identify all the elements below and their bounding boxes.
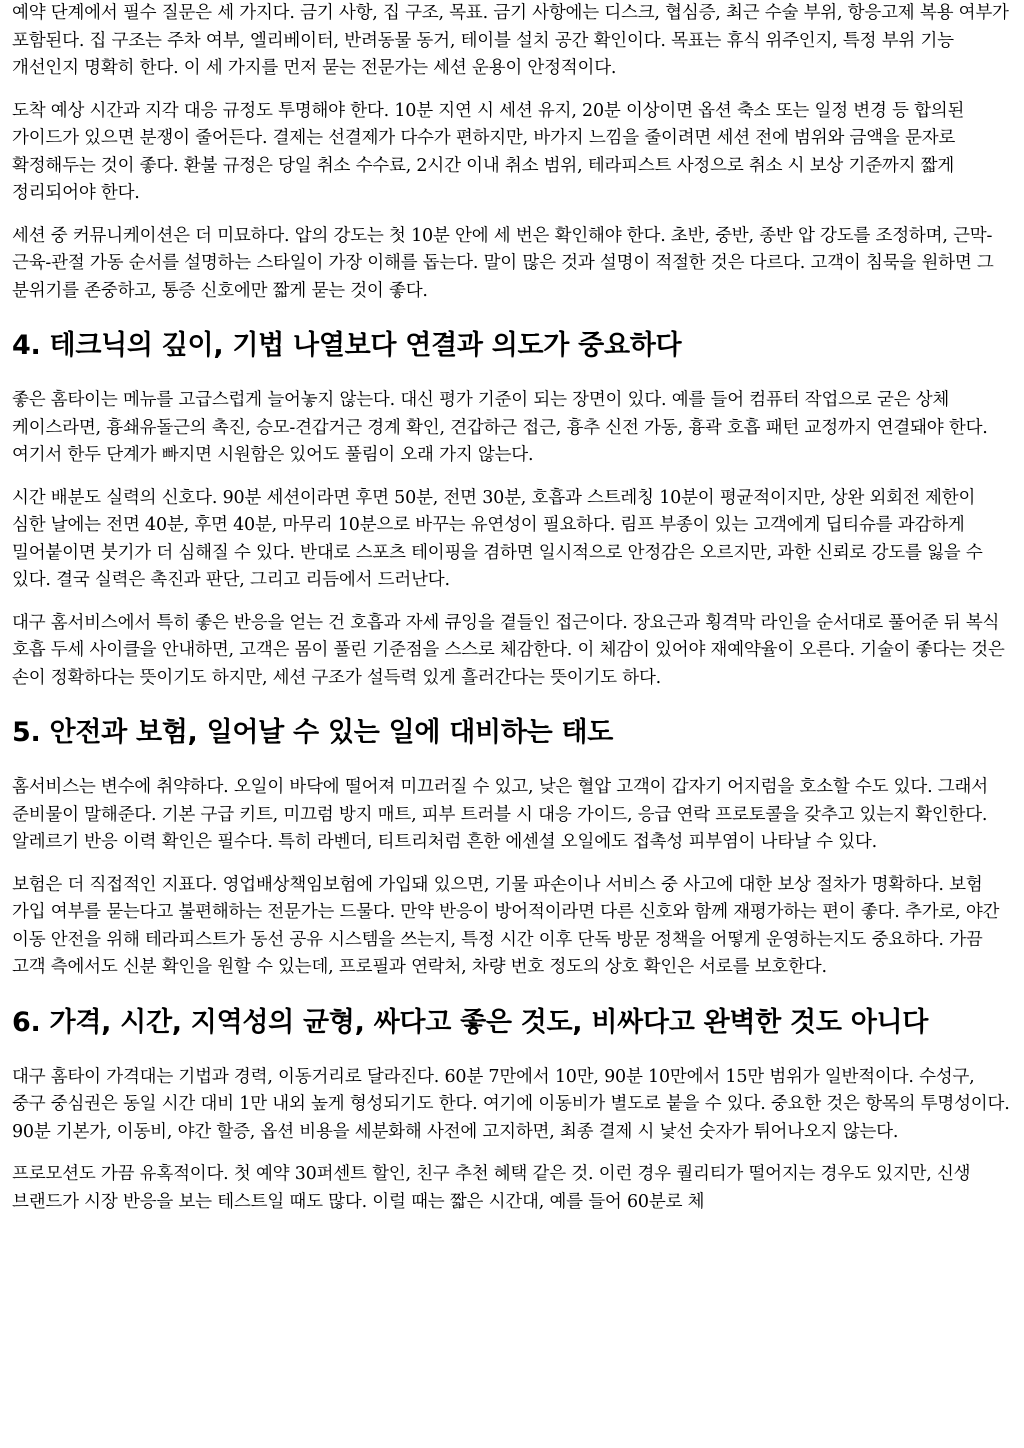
- paragraph: 프로모션도 가끔 유혹적이다. 첫 예약 30퍼센트 할인, 친구 추천 혜택 같은 것. 이런 경우 퀄리티가 떨어지는 경우도 있지만, 신생 브랜드가 시장 반응을 보는 테스트일 때도 많다. 이럴 때는 짧은 시간대, 예를 들어 60분로 체: [12, 1164, 971, 1212]
- section-safety: [12, 714, 1012, 982]
- paragraph: 예약 단계에서 필수 질문은 세 가지다. 금기 사항, 집 구조, 목표. 금기 사항에는 디스크, 협심증, 최근 수술 부위, 항응고제 복용 여부가 포함된다. 집 구조는 주차 여부, 엘리베이터, 반려동물 동거, 테이블 설치 공간 확인이다. 목표는 휴식 위주인지, 특정 부위 기능 개선인지 명확히 한다. 이 세 가지를 먼저 묻는 전문가는 세션 운용이 안정적이다.: [12, 3, 1009, 78]
- paragraph: 도착 예상 시간과 지각 대응 규정도 투명해야 한다. 10분 지연 시 세션 유지, 20분 이상이면 옵션 축소 또는 일정 변경 등 합의된 가이드가 있으면 분쟁이 줄어든다. 결제는 선결제가 다수가 편하지만, 바가지 느낌을 줄이려면 세션 전에 범위와 금액을 문자로 확정해두는 것이 좋다. 환불 규정은 당일 취소 수수료, 2시간 이내 취소 범위, 테라피스트 사정으로 취소 시 보상 기준까지 짧게 정리되어야 한다.: [12, 100, 965, 203]
- section-heading: 5. 안전과 보험, 일어날 수 있는 일에 대비하는 태도: [12, 717, 614, 748]
- section-heading: 4. 테크닉의 깊이, 기법 나열보다 연결과 의도가 중요하다: [12, 330, 682, 361]
- paragraph: 시간 배분도 실력의 신호다. 90분 세션이라면 후면 50분, 전면 30분, 호흡과 스트레칭 10분이 평균적이지만, 상완 외회전 제한이 심한 날에는 전면 40분, 후면 40분, 마무리 10분으로 바꾸는 유연성이 필요하다. 림프 부종이 있는 고객에게 딥티슈를 과감하게 밀어붙이면 붓기가 더 심해질 수 있다. 반대로 스포츠 테이핑을 겸하면 일시적으로 안정감은 오르지만, 과한 신뢰로 강도를 잃을 수 있다. 결국 실력은 촉진과 판단, 그리고 리듬에서 드러난다.: [12, 487, 983, 590]
- paragraph: 보험은 더 직접적인 지표다. 영업배상책임보험에 가입돼 있으면, 기물 파손이나 서비스 중 사고에 대한 보상 절차가 명확하다. 보험 가입 여부를 묻는다고 불편해하는 전문가는 드물다. 만약 반응이 방어적이라면 다른 신호와 함께 재평가하는 편이 좋다. 추가로, 야간 이동 안전을 위해 테라피스트가 동선 공유 시스템을 쓰는지, 특정 시간 이후 단독 방문 정책을 어떻게 운영하는지도 중요하다. 가끔 고객 측에서도 신분 확인을 원할 수 있는데, 프로필과 연락처, 차량 번호 정도의 상호 확인은 서로를 보호한다.: [12, 874, 1000, 977]
- paragraph: 대구 홈타이 가격대는 기법과 경력, 이동거리로 달라진다. 60분 7만에서 10만, 90분 10만에서 15만 범위가 일반적이다. 수성구, 중구 중심권은 동일 시간 대비 1만 내외 높게 형성되기도 한다. 여기에 이동비가 별도로 붙을 수 있다. 중요한 것은 항목의 투명성이다. 90분 기본가, 이동비, 야간 할증, 옵션 비용을 세분화해 사전에 고지하면, 최종 결제 시 낯선 숫자가 튀어나오지 않는다.: [12, 1066, 1010, 1142]
- paragraph: 대구 홈서비스에서 특히 좋은 반응을 얻는 건 호흡과 자세 큐잉을 곁들인 접근이다. 장요근과 횡격막 라인을 순서대로 풀어준 뒤 복식 호흡 두세 사이클을 안내하면, 고객은 몸이 풀린 기준점을 스스로 체감한다. 이 체감이 있어야 재예약율이 오른다. 기술이 좋다는 것은 손이 정확하다는 뜻이기도 하지만, 세션 구조가 설득력 있게 흘러간다는 뜻이기도 하다.: [12, 612, 1005, 688]
- intro-section: [12, 0, 1012, 305]
- paragraph: 세션 중 커뮤니케이션은 더 미묘하다. 압의 강도는 첫 10분 안에 세 번은 확인해야 한다. 초반, 중반, 종반 압 강도를 조정하며, 근막-근육-관절 가동 순서를 설명하는 스타일이 가장 이해를 돕는다. 말이 많은 것과 설명이 적절한 것은 다르다. 고객이 침묵을 원하면 그 분위기를 존중하고, 통증 신호에만 짧게 묻는 것이 좋다.: [12, 225, 994, 301]
- section-price: [12, 1004, 1012, 1217]
- paragraph: 홈서비스는 변수에 취약하다. 오일이 바닥에 떨어져 미끄러질 수 있고, 낮은 혈압 고객이 갑자기 어지럼을 호소할 수도 있다. 그래서 준비물이 말해준다. 기본 구급 키트, 미끄럼 방지 매트, 피부 트러블 시 대응 가이드, 응급 연락 프로토콜을 갖추고 있는지 확인한다. 알레르기 반응 이력 확인은 필수다. 특히 라벤더, 티트리처럼 흔한 에센셜 오일에도 접촉성 피부염이 나타날 수 있다.: [12, 777, 988, 852]
- paragraph: 좋은 홈타이는 메뉴를 고급스럽게 늘어놓지 않는다. 대신 평가 기준이 되는 장면이 있다. 예를 들어 컴퓨터 작업으로 굳은 상체 케이스라면, 흉쇄유돌근의 촉진, 승모-견갑거근 경계 확인, 견갑하근 접근, 흉추 신전 가동, 흉곽 호흡 패턴 교정까지 연결돼야 한다. 여기서 한두 단계가 빠지면 시원함은 있어도 풀림이 오래 가지 않는다.: [12, 390, 988, 465]
- section-technique: [12, 327, 1012, 692]
- section-heading: 6. 가격, 시간, 지역성의 균형, 싸다고 좋은 것도, 비싸다고 완벽한 것도 아니다: [12, 1006, 929, 1038]
